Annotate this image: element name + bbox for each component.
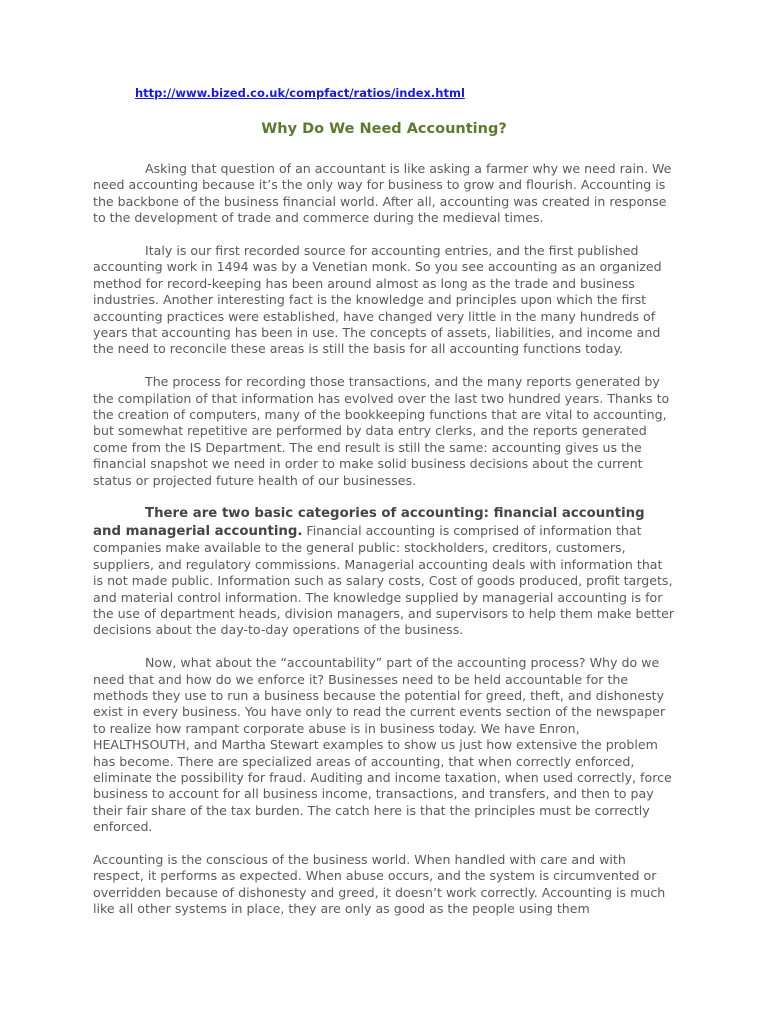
paragraph-5: [93, 655, 675, 835]
paragraph-2-text: Italy is our first recorded source for accounting entries, and the first published accounting work in 1494 was by a Venetian monk. So you see accounting as an organized method for record-keeping has been around almost as long as the trade and business industries. Another interesting fact is the knowledge and principles upon which the first accounting practices were established, have changed very little in the many hundreds of years that accounting has been in use. The concepts of assets, liabilities, and income and the need to reconcile these areas is still the basis for all accounting functions today.: [93, 243, 662, 357]
paragraph-1-text: Asking that question of an accountant is like asking a farmer why we need rain. We need accounting because it’s the only way for business to grow and flourish. Accounting is the backbone of the business financial world. After all, accounting was created in response to the development of trade and commerce during the medieval times.: [93, 161, 672, 226]
paragraph-4-text: Financial accounting is comprised of information that companies make available to the general public: stockholders, creditors, customers, suppliers, and regulatory commissions. Managerial accounting deals with information that is not made public. Information such as salary costs, Cost of goods produced, profit targets, and material control information. The knowledge supplied by managerial accounting is for the use of department heads, division managers, and supervisors to help them make better decisions about the day-to-day operations of the business.: [93, 522, 675, 638]
paragraph-1: [93, 161, 675, 227]
paragraph-5-text: Now, what about the “accountability” part of the accounting process? Why do we need that and how do we enforce it? Businesses need to be held accountable for the methods they use to run a business because the potential for greed, theft, and dishonesty exist in every business. You have only to read the current events section of the newspaper to realize how rampant corporate abuse is in business today. We have Enron, HEALTHSOUTH, and Martha Stewart examples to show us just how extensive the problem has become. There are specialized areas of accounting, that when correctly enforced, eliminate the possibility for fraud. Auditing and income taxation, when used correctly, force business to account for all business income, transactions, and transfers, and then to pay their fair share of the tax burden. The catch here is that the principles must be correctly enforced.: [93, 655, 672, 835]
document-body: [93, 161, 675, 934]
paragraph-4: [93, 505, 675, 638]
paragraph-4-heading: There are two basic categories of accounting: financial accounting and managerial accounting.: [93, 506, 645, 539]
paragraph-6-text: Accounting is the conscious of the business world. When handled with care and with respect, it performs as expected. When abuse occurs, and the system is circumvented or overridden because of dishonesty and greed, it doesn’t work correctly. Accounting is much like all other systems in place, they are only as good as the people using them: [93, 851, 666, 917]
paragraph-2: [93, 243, 675, 358]
page-title: Why Do We Need Accounting?: [261, 121, 507, 137]
paragraph-6: [93, 852, 675, 918]
paragraph-3: [93, 374, 675, 489]
paragraph-3-text: The process for recording those transactions, and the many reports generated by the compilation of that information has evolved over the last two hundred years. Thanks to the creation of computers, many of the bookkeeping functions that are vital to accounting, but somewhat repetitive are performed by data entry clerks, and the reports generated come from the IS Department. The end result is still the same: accounting gives us the financial snapshot we need in order to make solid business decisions about the current status or projected future health of our businesses.: [93, 374, 670, 488]
source-link[interactable]: http://www.bized.co.uk/compfact/ratios/index.html: [135, 86, 465, 100]
